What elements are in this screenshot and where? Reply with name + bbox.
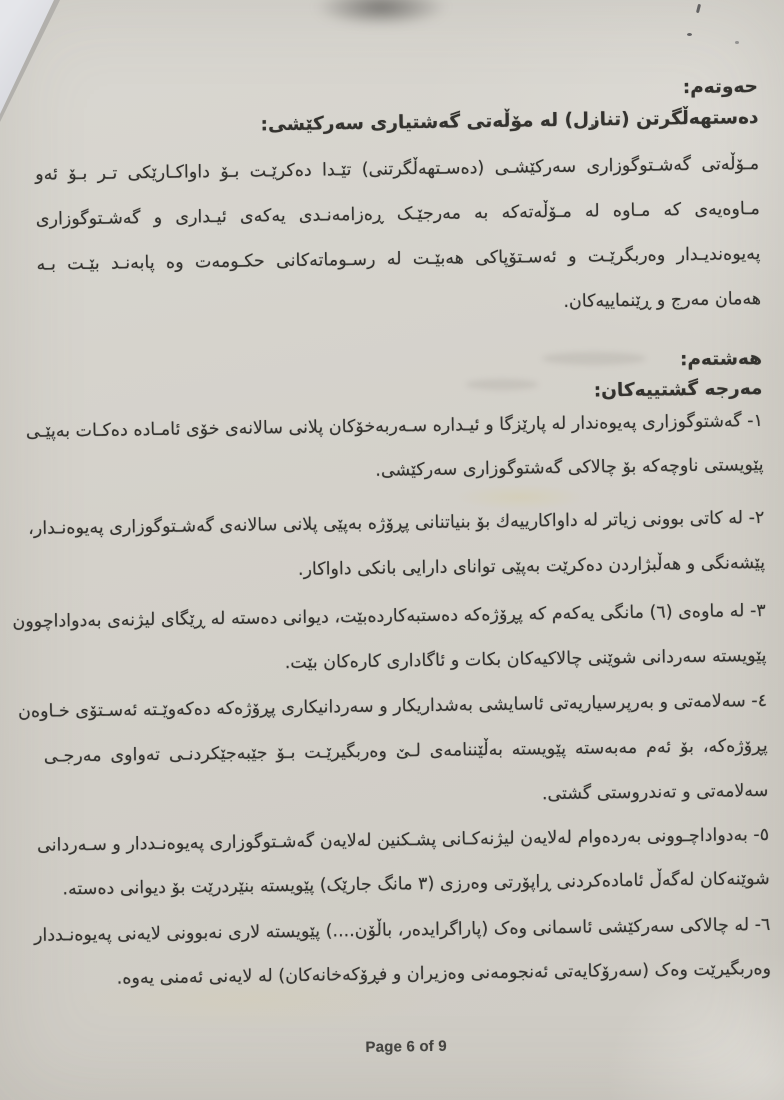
list-item-4-line: پڕۆژەکە، بۆ ئەم مەبەستە پێویستە بەڵێننامەی لـێ وەربگیرێـت بـۆ جێبەجێکردنـی تەواوی مەرجـی <box>43 735 768 767</box>
section-seven-title: دەستهەڵگرتن (تنازل) لە مۆڵەتی گەشتیاری سەرکێشی: <box>260 107 759 136</box>
list-item-6-line: ٦- لە چالاکی سەرکێشی ئاسمانی وەک (پاراگرایدەر، باڵۆن....) پێویستە لاری نەبوونی لایەنی پەیوەنـددار <box>33 914 771 946</box>
paragraph-line: پەیوەندیـدار وەربگرێـت و ئەسـتۆپاکی هەبێـت لە رسـوماتەکانی حکـومەت وە پابەنـد بێـت بـە <box>36 244 761 275</box>
list-item-4-line: ٤- سەلامەتی و بەرپرسیاریەتی ئاسایشی بەشداریکار و سەردانیکاری پڕۆژەکە دەکەوێـتە ئەسـتۆی خـاوەن <box>17 690 768 723</box>
paragraph-line: هەمان مەرج و ڕێنماییەکان. <box>563 289 762 312</box>
list-item-4-line: سەلامەتی و تەندروستی گشتی. <box>541 780 769 805</box>
paragraph-line: مـاوەیەی کە مـاوە لە مـۆڵەتەکە بە مەرجێـک ڕەزامەنـدی یەکەی ئیـداری و گەشـتوگوزاری <box>35 199 760 230</box>
list-item-6-line: وەربگیرێت وەک (سەرۆکایەتی ئەنجومەنی وەزیران و فڕۆکەخانەکان) لە لایەنی ئەمنی یەوە. <box>116 958 772 989</box>
section-eight-heading: هەشتەم: <box>679 348 763 371</box>
list-item-1-line: ١- گەشتوگوزاری پەیوەندار لە پارێزگا و ئیـدارە سـەربەخۆکان پلانی سالانەی خۆی ئامـادە دەکـات بەپێـی <box>25 410 764 442</box>
list-item-2-line: ٢- لە کاتی بوونی زیاتر لە داواکارییەك بۆ بنیاتنانی پڕۆژە بەپێی پلانی سالانەی گەشـتوگوزاری پەیوەنـدار، <box>28 507 765 539</box>
list-item-5-line: ٥- بەدواداچـوونی بەردەوام لەلایەن لیژنەکـانی پشـکنین لەلایەن گەشـتوگوزاری پەیوەنـددار و سـەردانی <box>36 824 770 856</box>
list-item-2-line: پێشەنگی و هەڵبژاردن دەکرێت بەپێی توانای دارایی بانکی داواکار. <box>297 552 766 580</box>
list-item-3-line: ٣- لە ماوەی (٦) مانگی یەکەم کە پڕۆژەکە دەستبەکاردەبێت، دیوانی دەستە لە ڕێگای لیژنەی بەدواداچوون <box>12 600 766 633</box>
page-number-footer: Page 6 of 9 <box>365 1037 447 1056</box>
list-item-5-line: شوێنەکان لەگەڵ ئامادەکردنی ڕاپۆرتی وەرزی (٣ مانگ جارێک) پێویستە بنێردرێت بۆ دیوانی دەستە. <box>62 868 770 900</box>
list-item-3-line: پێویستە سەردانی شوێنی چالاکیەکان بکات و ئاگاداری کارەکان بێت. <box>284 645 767 674</box>
section-seven-heading: حەوتەم: <box>682 76 759 99</box>
list-item-1-line: پێویستی ناوچەکە بۆ چالاکی گەشتوگوزاری سەرکێشی. <box>375 454 764 481</box>
paragraph-line: مـۆڵەتی گەشـتوگوزاری سەرکێشـی (دەسـتهەڵگرتنی) تێـدا دەکرێـت بـۆ داواکـارێکی تـر بـۆ ئەو <box>35 154 760 185</box>
section-eight-title: مەرجە گشتییەکان: <box>593 377 763 402</box>
